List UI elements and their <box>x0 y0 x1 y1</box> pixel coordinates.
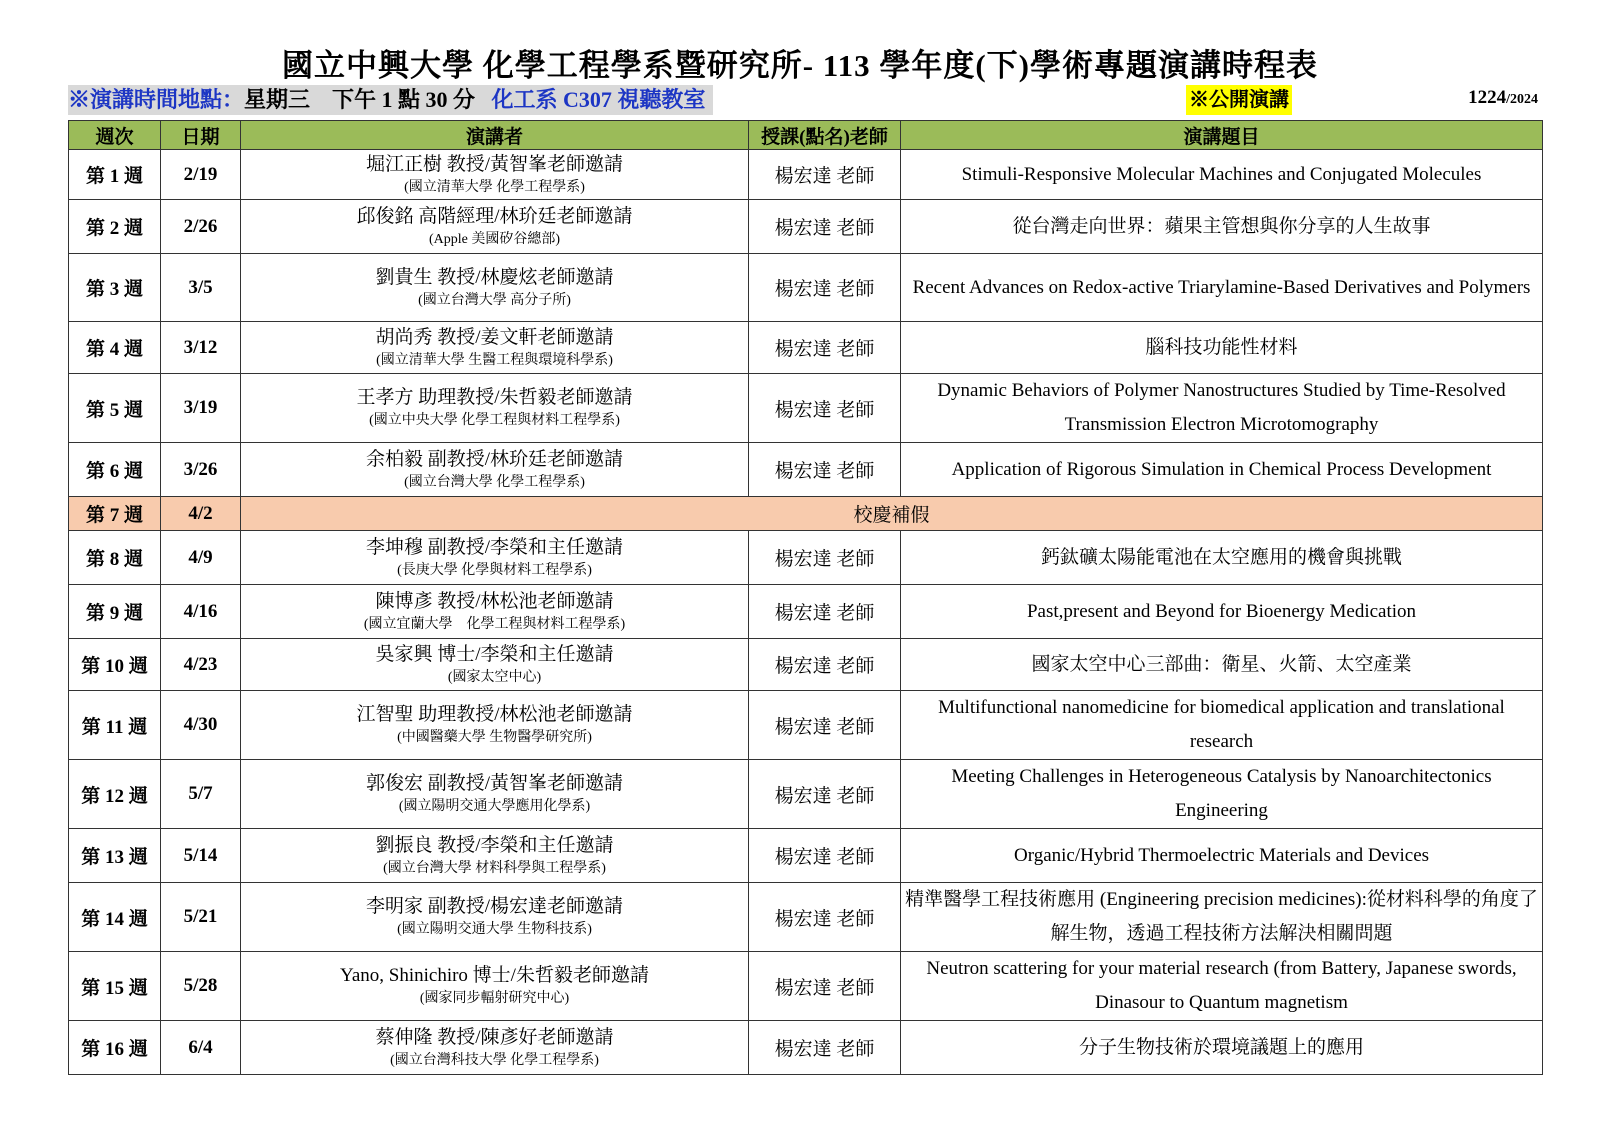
table-row <box>69 322 1543 374</box>
speaker-cell <box>241 531 749 585</box>
table-header-row <box>69 121 1543 150</box>
speaker-affiliation: (國家太空中心) <box>447 669 542 685</box>
speaker-cell <box>241 691 749 760</box>
teacher-cell: 楊宏達 老師 <box>749 322 901 374</box>
topic-cell: 鈣鈦礦太陽能電池在太空應用的機會與挑戰 <box>901 531 1543 585</box>
header-speaker: 演講者 <box>241 121 749 150</box>
topic-cell: Dynamic Behaviors of Polymer Nanostructures Studied by Time-Resolved Transmission Electron Microtomography <box>901 374 1543 443</box>
speaker-cell <box>241 760 749 829</box>
week-cell: 第 14 週 <box>69 883 161 952</box>
speaker-affiliation: (國立清華大學 生醫工程與環境科學系) <box>376 352 613 368</box>
speaker-name: 劉振良 教授/李榮和主任邀請 <box>375 834 614 856</box>
table-row <box>69 829 1543 883</box>
speaker-cell <box>241 443 749 497</box>
table-row <box>69 150 1543 200</box>
speaker-name: 郭俊宏 副教授/黃智峯老師邀請 <box>365 773 624 794</box>
speaker-cell <box>241 150 749 200</box>
date-cell: 5/14 <box>161 829 241 883</box>
week-cell: 第 16 週 <box>69 1021 161 1075</box>
teacher-cell: 楊宏達 老師 <box>749 691 901 760</box>
week-cell: 第 6 週 <box>69 443 161 497</box>
table-row <box>69 1021 1543 1075</box>
header-topic: 演講題目 <box>901 121 1543 150</box>
date-cell: 5/7 <box>161 760 241 829</box>
week-cell: 第 15 週 <box>69 952 161 1021</box>
speaker-name: 江智聖 助理教授/林松池老師邀請 <box>356 704 633 725</box>
teacher-cell: 楊宏達 老師 <box>749 585 901 639</box>
speaker-affiliation: (國立陽明交通大學 生物科技系) <box>397 922 592 937</box>
teacher-cell: 楊宏達 老師 <box>749 374 901 443</box>
week-cell: 第 3 週 <box>69 254 161 322</box>
week-cell: 第 11 週 <box>69 691 161 760</box>
table-row <box>69 374 1543 443</box>
topic-cell: 國家太空中心三部曲：衛星、火箭、太空產業 <box>901 639 1543 691</box>
date-cell: 5/21 <box>161 883 241 952</box>
table-row <box>69 691 1543 760</box>
date-cell: 3/5 <box>161 254 241 322</box>
speaker-affiliation: (國立台灣科技大學 化學工程學系) <box>390 1052 599 1068</box>
teacher-cell: 楊宏達 老師 <box>749 443 901 497</box>
speaker-name: Yano, Shinichiro 博士/朱哲毅老師邀請 <box>340 965 649 986</box>
speaker-affiliation: (國立清華大學 化學工程學系) <box>404 179 585 195</box>
location-info <box>68 85 713 115</box>
speaker-cell <box>241 254 749 322</box>
teacher-cell: 楊宏達 老師 <box>749 829 901 883</box>
date-cell: 2/26 <box>161 200 241 254</box>
date-cell: 4/23 <box>161 639 241 691</box>
week-cell: 第 12 週 <box>69 760 161 829</box>
speaker-cell <box>241 1021 749 1075</box>
speaker-affiliation: (國立陽明交通大學應用化學系) <box>398 799 591 814</box>
page-title: 國立中興大學 化學工程學系暨研究所- 113 學年度(下)學術專題演講時程表 <box>281 48 1318 83</box>
topic-cell: Recent Advances on Redox-active Triarylamine-Based Derivatives and Polymers <box>901 254 1543 322</box>
table-row <box>69 200 1543 254</box>
topic-cell: 分子生物技術於環境議題上的應用 <box>901 1021 1543 1075</box>
public-lecture-badge: ※公開演講 <box>1186 85 1292 115</box>
holiday-cell: 校慶補假 <box>241 497 1543 531</box>
teacher-cell: 楊宏達 老師 <box>749 760 901 829</box>
topic-cell: Multifunctional nanomedicine for biomedical application and translational research <box>901 691 1543 760</box>
topic-cell: Organic/Hybrid Thermoelectric Materials and Devices <box>901 829 1543 883</box>
week-cell: 第 9 週 <box>69 585 161 639</box>
topic-cell: Meeting Challenges in Heterogeneous Catalysis by Nanoarchitectonics Engineering <box>901 760 1543 829</box>
table-row <box>69 531 1543 585</box>
speaker-affiliation: (國立中央大學 化學工程與材料工程學系) <box>369 413 620 428</box>
date-cell: 3/12 <box>161 322 241 374</box>
speaker-affiliation: (中國醫藥大學 生物醫學研究所) <box>397 730 592 745</box>
speaker-affiliation: (國立宜蘭大學 化學工程與材料工程學系) <box>363 616 626 632</box>
topic-cell: Application of Rigorous Simulation in Chemical Process Development <box>901 443 1543 497</box>
speaker-cell <box>241 829 749 883</box>
speaker-name: 王孝方 助理教授/朱哲毅老師邀請 <box>356 387 633 408</box>
speaker-affiliation: (國家同步輻射研究中心) <box>419 991 570 1006</box>
date-cell: 3/19 <box>161 374 241 443</box>
teacher-cell: 楊宏達 老師 <box>749 254 901 322</box>
info-row <box>68 85 1542 115</box>
table-row <box>69 760 1543 829</box>
location-prefix: ※演講時間地點： <box>68 87 245 112</box>
speaker-affiliation: (Apple 美國矽谷總部) <box>428 231 561 247</box>
week-cell: 第 4 週 <box>69 322 161 374</box>
table-row <box>69 639 1543 691</box>
week-cell: 第 7 週 <box>69 497 161 531</box>
header-date: 日期 <box>161 121 241 150</box>
table-row <box>69 443 1543 497</box>
week-cell: 第 2 週 <box>69 200 161 254</box>
teacher-cell: 楊宏達 老師 <box>749 1021 901 1075</box>
date-cell: 4/16 <box>161 585 241 639</box>
teacher-cell: 楊宏達 老師 <box>749 639 901 691</box>
speaker-name: 李明家 副教授/楊宏達老師邀請 <box>365 896 624 917</box>
speaker-affiliation: (長庚大學 化學與材料工程學系) <box>397 562 592 578</box>
table-row-holiday <box>69 497 1543 531</box>
speaker-name: 陳博彥 教授/林松池老師邀請 <box>375 590 614 612</box>
speaker-name: 堀江正樹 教授/黃智峯老師邀請 <box>365 153 624 175</box>
speaker-name: 劉貴生 教授/林慶炫老師邀請 <box>375 266 614 288</box>
speaker-cell <box>241 585 749 639</box>
week-cell: 第 10 週 <box>69 639 161 691</box>
topic-cell: Stimuli-Responsive Molecular Machines and Conjugated Molecules <box>901 150 1543 200</box>
topic-cell: Neutron scattering for your material research (from Battery, Japanese swords, Dinasour to Quantum magnetism <box>901 952 1543 1021</box>
week-cell: 第 1 週 <box>69 150 161 200</box>
week-cell: 第 5 週 <box>69 374 161 443</box>
date-cell: 5/28 <box>161 952 241 1021</box>
speaker-name: 余柏毅 副教授/林玠廷老師邀請 <box>365 448 624 470</box>
speaker-name: 胡尚秀 教授/姜文軒老師邀請 <box>375 326 614 348</box>
table-row <box>69 883 1543 952</box>
teacher-cell: 楊宏達 老師 <box>749 883 901 952</box>
version-sub: /2024 <box>1506 92 1538 107</box>
teacher-cell: 楊宏達 老師 <box>749 531 901 585</box>
date-cell: 4/9 <box>161 531 241 585</box>
speaker-cell <box>241 952 749 1021</box>
topic-cell: 腦科技功能性材料 <box>901 322 1543 374</box>
speaker-affiliation: (國立台灣大學 化學工程學系) <box>404 474 585 490</box>
week-cell: 第 13 週 <box>69 829 161 883</box>
lecture-room: 化工系 C307 視聽教室 <box>491 87 706 112</box>
topic-cell: 精準醫學工程技術應用 (Engineering precision medicines):從材料科學的角度了解生物，透過工程技術方法解決相關問題 <box>901 883 1543 952</box>
speaker-cell <box>241 200 749 254</box>
table-row <box>69 254 1543 322</box>
teacher-cell: 楊宏達 老師 <box>749 150 901 200</box>
speaker-cell <box>241 322 749 374</box>
date-cell: 4/2 <box>161 497 241 531</box>
header-teacher: 授課(點名)老師 <box>749 121 901 150</box>
speaker-name: 邱俊銘 高階經理/林玠廷老師邀請 <box>356 205 633 227</box>
date-cell: 4/30 <box>161 691 241 760</box>
table-row <box>69 585 1543 639</box>
teacher-cell: 楊宏達 老師 <box>749 200 901 254</box>
speaker-affiliation: (國立台灣大學 材料科學與工程學系) <box>383 860 606 876</box>
lecture-time: 星期三 下午 1 點 30 分 <box>244 87 476 112</box>
table-row <box>69 952 1543 1021</box>
week-cell: 第 8 週 <box>69 531 161 585</box>
speaker-affiliation: (國立台灣大學 高分子所) <box>418 292 571 308</box>
speaker-cell <box>241 374 749 443</box>
speaker-cell <box>241 639 749 691</box>
version-main: 1224 <box>1468 87 1507 108</box>
teacher-cell: 楊宏達 老師 <box>749 952 901 1021</box>
date-cell: 2/19 <box>161 150 241 200</box>
speaker-name: 李坤穆 副教授/李榮和主任邀請 <box>365 536 624 558</box>
schedule-table <box>68 120 1543 1075</box>
date-cell: 6/4 <box>161 1021 241 1075</box>
speaker-name: 蔡伸隆 教授/陳彥好老師邀請 <box>375 1026 614 1048</box>
date-cell: 3/26 <box>161 443 241 497</box>
speaker-cell <box>241 883 749 952</box>
topic-cell: 從台灣走向世界：蘋果主管想與你分享的人生故事 <box>901 200 1543 254</box>
header-week: 週次 <box>69 121 161 150</box>
topic-cell: Past,present and Beyond for Bioenergy Medication <box>901 585 1543 639</box>
version-stamp <box>1468 87 1538 109</box>
speaker-name: 吳家興 博士/李榮和主任邀請 <box>375 643 614 665</box>
